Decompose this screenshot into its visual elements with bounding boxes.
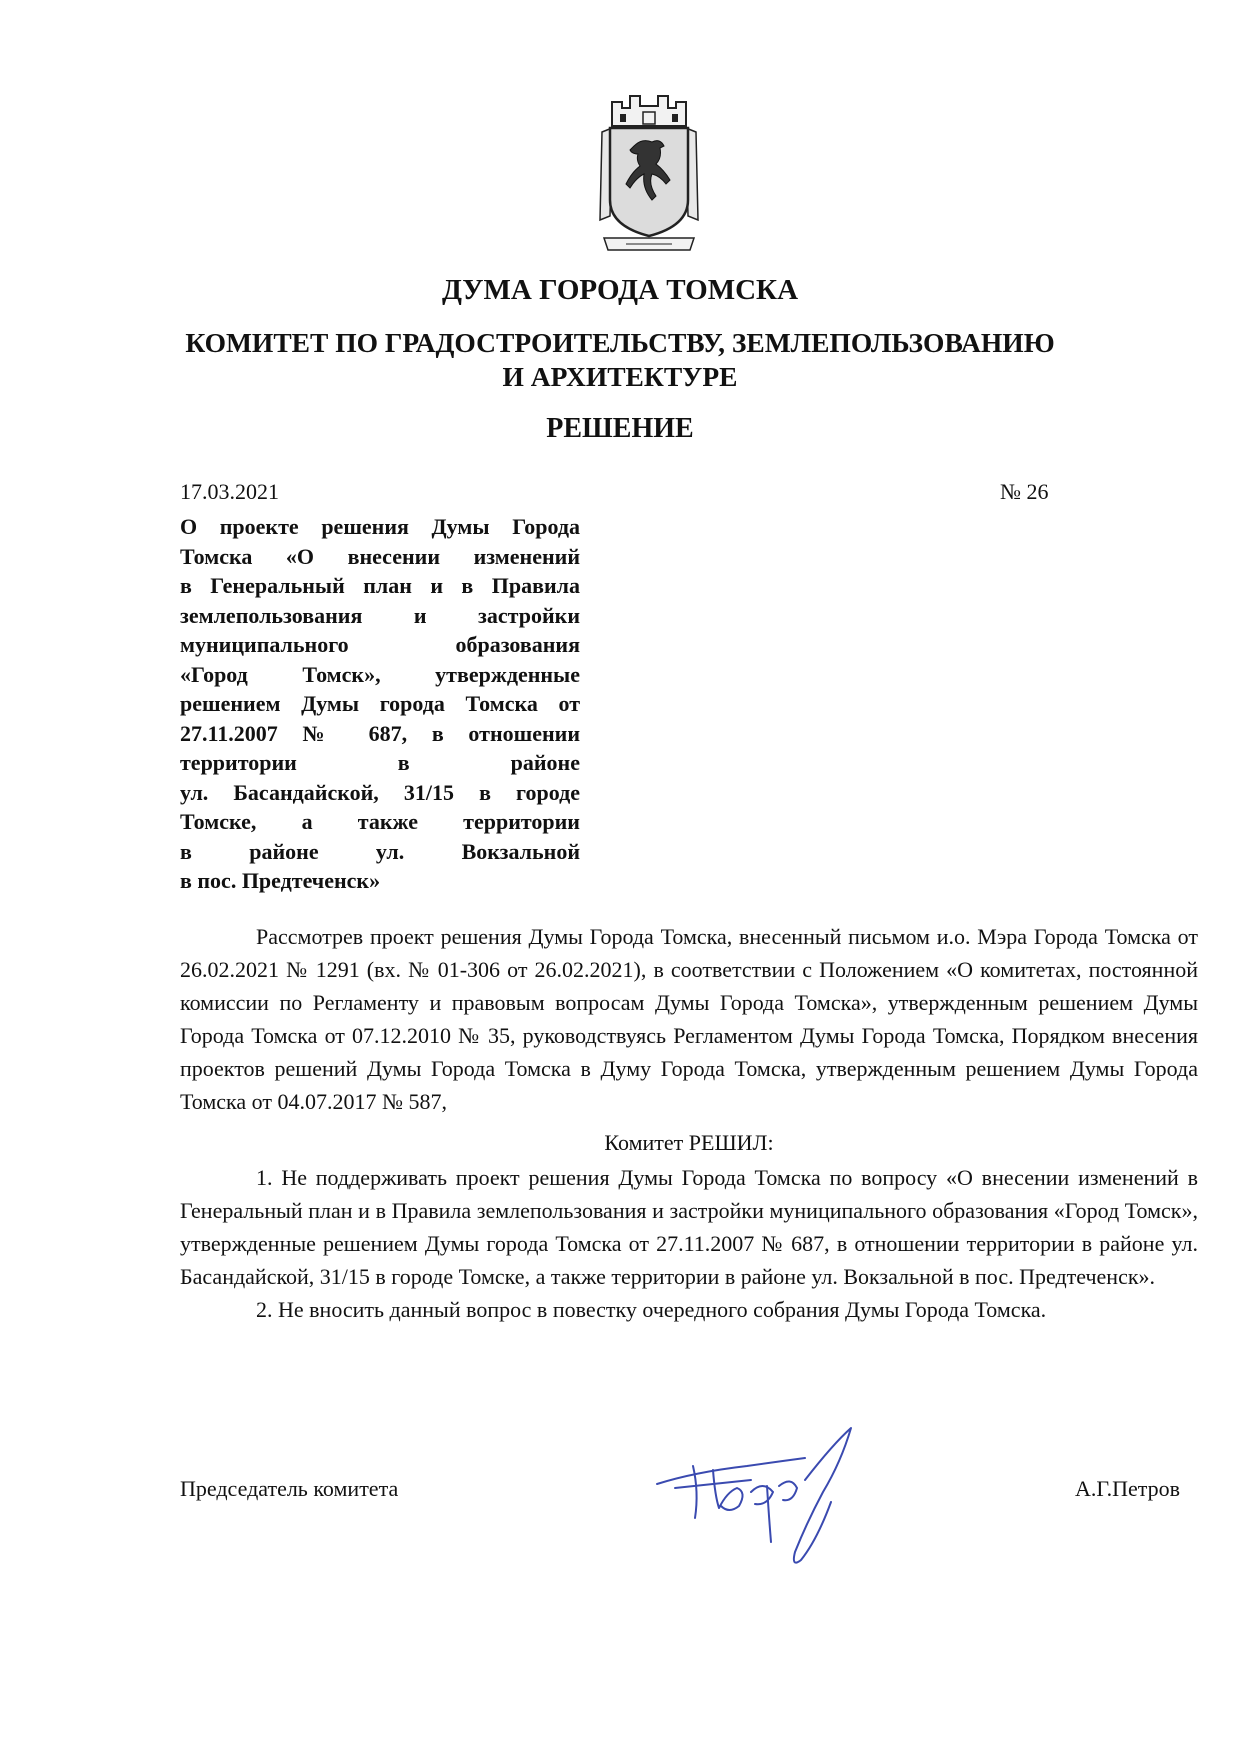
subject-line: Томска «О внесении изменений [180, 543, 580, 569]
decision-body [180, 920, 1198, 1326]
subject-line: О проекте решения Думы Города [180, 514, 580, 539]
subject-line: в Генеральный план и в Правила [180, 573, 580, 598]
subject-line: решением Думы города Томска от [180, 691, 580, 716]
subject-line: 27.11.2007 № 687, в отношении [180, 720, 580, 746]
coat-of-arms-icon [590, 88, 708, 258]
signatory-name: А.Г.Петров [1075, 1476, 1181, 1501]
committee-title-line1: КОМИТЕТ ПО ГРАДОСТРОИТЕЛЬСТВУ, ЗЕМЛЕПОЛЬЗОВАНИЮ [185, 327, 1055, 358]
committee-title [0, 326, 1240, 394]
subject-line: в районе ул. Вокзальной [180, 838, 580, 864]
handwritten-signature-icon [655, 1422, 875, 1570]
decision-subject [180, 512, 580, 896]
organization-title: ДУМА ГОРОДА ТОМСКА [441, 274, 799, 306]
subject-line: ул. Басандайской, 31/15 в городе [180, 779, 580, 805]
decision-number: № 26 [1000, 479, 1049, 504]
preamble-paragraph: Рассмотрев проект решения Думы Города Томска, внесенный письмом и.о. Мэра Города Томска от 26.02.2021 № 1291 (вх. № 01-306 от 26.02.2021), в соответствии с Положением «О комитетах, постоянной комиссии по Регламенту и правовым вопросам Думы Города Томска», утвержденным решением Думы Города Томска от 07.12.2010 № 35, руководствуясь Регламентом Думы Города Томска, Порядком внесения проектов решений Думы Города Томска в Думу Города Томска, утвержденным решением Думы Города Томска от 04.07.2017 № 587, [180, 924, 1198, 1114]
decided-heading: Комитет РЕШИЛ: [604, 1130, 774, 1155]
decision-item-2: 2. Не вносить данный вопрос в повестку очередного собрания Думы Города Томска. [256, 1297, 1047, 1322]
decision-item-1: 1. Не поддерживать проект решения Думы Города Томска по вопросу «О внесении изменений в Генеральный план и в Правила землепользования и застройки муниципального образования «Город Томск», утвержденные решением Думы города Томска от 27.11.2007 № 687, в отношении территории в районе ул. Басандайской, 31/15 в городе Томске, а также территории в районе ул. Вокзальной в пос. Предтеченск». [180, 1165, 1198, 1289]
decision-date: 17.03.2021 [180, 479, 279, 504]
subject-line: в пос. Предтеченск» [180, 868, 381, 893]
subject-line: муниципального образования [180, 632, 580, 657]
subject-line: землепользования и застройки [180, 602, 580, 628]
subject-line: «Город Томск», утвержденные [180, 661, 580, 687]
document-type: РЕШЕНИЕ [546, 413, 694, 444]
committee-title-line2: И АРХИТЕКТУРЕ [502, 361, 738, 392]
signatory-title: Председатель комитета [180, 1476, 399, 1501]
subject-line: территории в районе [180, 750, 580, 775]
subject-line: Томске, а также территории [180, 809, 580, 834]
